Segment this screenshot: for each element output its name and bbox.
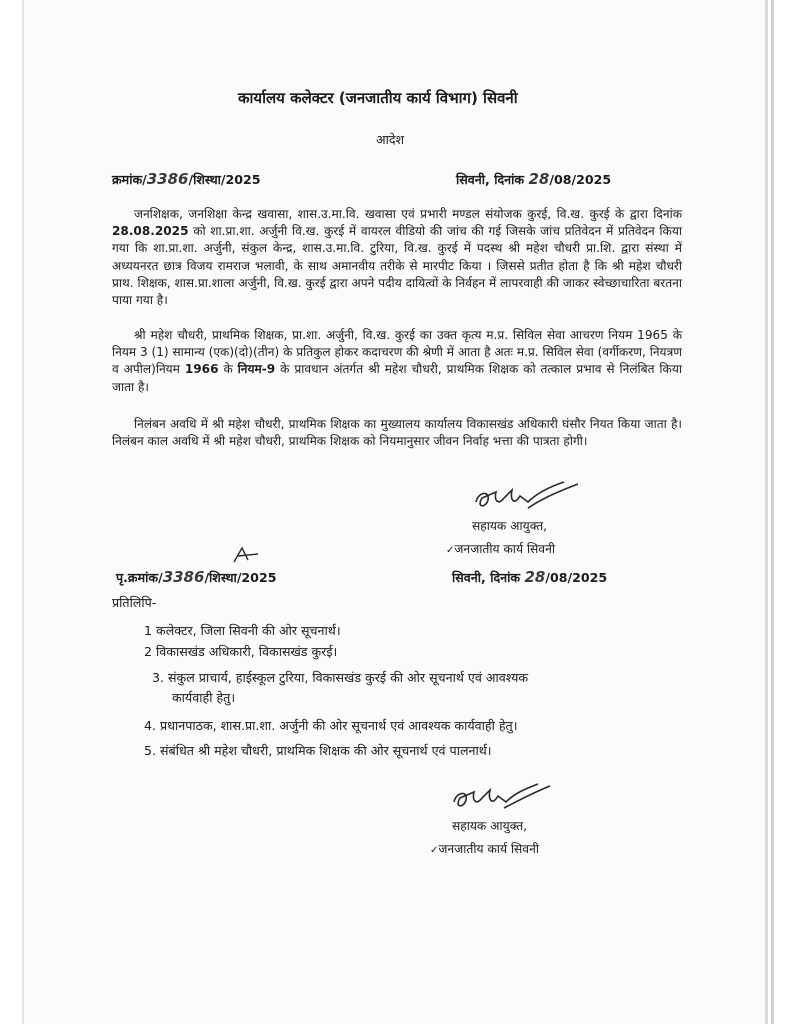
copy-to-item: [144, 622, 341, 639]
endorsement-number-handwritten: 3386: [162, 568, 205, 586]
page-edge: [771, 0, 774, 1024]
copy-to-item: [144, 643, 337, 660]
para3-text: निलंबन अवधि में श्री महेश चौधरी, प्राथमिक शिक्षक का मुख्यालय कार्यालय विकासखंड अधिकारी घंसौर नियत किया जाता है। निलंबन काल अवधि में श्री महेश चौधरी, प्राथमिक शिक्षक को नियमानुसार जीवन निर्वाह भत्ता की पात्रता होगी।: [112, 417, 682, 449]
order-date-prefix: सिवनी, दिनांक: [456, 172, 525, 187]
order-number: [112, 170, 261, 188]
endorsement-number-suffix: /शिस्था/2025: [204, 570, 277, 585]
copy-to-item-number: 4.: [144, 718, 157, 733]
signature-2-department: ✓जनजातीय कार्य सिवनी: [430, 842, 539, 856]
order-number-prefix: क्रमांक/: [112, 172, 147, 187]
copy-to-item-text: संकुल प्राचार्य, हाईस्कूल टुरिया, विकासखंड कुरई की ओर सूचनार्थ एवं आवश्यक: [168, 670, 529, 685]
endorsement-number-prefix: पृ.क्रमांक/: [116, 570, 163, 585]
signature-2-image: [446, 778, 566, 818]
signature-1-designation: सहायक आयुक्त,: [472, 519, 548, 533]
para1-start: जनशिक्षक, जनशिक्षा केन्द्र खवासा, शास.उ.मा.वि. खवासा एवं प्रभारी मण्डल संयोजक कुरई, वि.ख. कुरई के द्वारा दिनांक: [134, 207, 682, 221]
copy-to-item: [144, 717, 518, 734]
copy-to-item-text: कलेक्टर, जिला सिवनी की ओर सूचनार्थ।: [156, 623, 341, 638]
para1-date: 28.08.2025: [112, 224, 189, 239]
endorsement-date-prefix: सिवनी, दिनांक: [452, 570, 521, 585]
order-number-suffix: /शिस्था/2025: [188, 172, 261, 187]
signature-1-department-text: जनजातीय कार्य सिवनी: [454, 542, 555, 556]
para2-mid: के: [218, 362, 238, 377]
document-page: [22, 0, 768, 1024]
endorsement-date-handwritten: 28: [524, 568, 546, 586]
copy-to-item: [144, 742, 492, 759]
para2-end: के प्रावधान अंतर्गत श्री महेश चौधरी, प्राथमिक शिक्षक को तत्काल प्रभाव से निलंबित किया जाता है।: [112, 362, 682, 394]
para2-year: 1966: [184, 362, 219, 377]
endorsement-date: [452, 568, 607, 586]
copy-to-item-number: 2: [144, 644, 153, 659]
copy-to-item-text: विकासखंड अधिकारी, विकासखंड कुरई।: [156, 644, 338, 659]
order-date-handwritten: 28: [528, 170, 550, 188]
signature-2-designation: सहायक आयुक्त,: [452, 819, 528, 833]
order-date-suffix: /08/2025: [549, 172, 612, 187]
para1-end: को शा.प्रा.शा. अर्जुनी वि.ख. कुरई में वायरल वीडियो की जांच की गई जिसके जांच प्रतिवेदन में प्रतिवेदन किया गया कि शा.प्रा.शा. अर्जुनी, संकुल केन्द्र, शास.उ.मा.वि. टुरिया, वि.ख. कुरई में पदस्थ श्री महेश चौधरी प्रा.शि. द्वारा संस्था में अध्ययनरत छात्र विजय रामराज भलावी, के साथ अमानवीय तरीके से मारपीट किया । जिससे प्रतीत होता है कि श्री महेश चौधरी प्राथ. शिक्षक, शास.प्रा.शाला अर्जुनी, वि.ख. कुरई द्वारा अपने पदीय दायित्वों के निर्वहन में लापरवाही की जाकर स्वेच्छाचारिता बरतना पाया गया है।: [112, 224, 682, 308]
copy-to-item-continuation: कार्यवाही हेतु।: [172, 690, 236, 705]
handwritten-mark: [230, 544, 262, 566]
order-title: आदेश: [376, 132, 405, 147]
copy-to-item-text: प्रधानपाठक, शास.प्रा.शा. अर्जुनी की ओर सूचनार्थ एवं आवश्यक कार्यवाही हेतु।: [160, 718, 518, 733]
para2-start: श्री महेश चौधरी, प्राथमिक शिक्षक, प्रा.शा. अर्जुनी, वि.ख. कुरई का उक्त कृत्य म.प्र. सिविल सेवा आचरण नियम 1965 के नियम 3 (1) सामान्य (एक)(दो)(तीन) के प्रतिकुल होकर कदाचरण की श्रेणी में आता है अतः म.प्र. सिविल सेवा (वर्गीकरण, नियत्रण व अपील)नियम: [112, 328, 682, 377]
order-date: [456, 170, 611, 188]
body-paragraph-1: [112, 206, 682, 309]
signature-1-image: [468, 478, 588, 520]
body-paragraph-2: [112, 327, 682, 396]
para2-rule: नियम-9: [237, 362, 276, 377]
endorsement-date-suffix: /08/2025: [545, 570, 608, 585]
signature-2-department-text: जनजातीय कार्य सिवनी: [438, 842, 539, 856]
endorsement-number: [116, 568, 276, 586]
copy-to-item-number: 5.: [144, 743, 157, 758]
copy-to-item-text: संबंधित श्री महेश चौधरी, प्राथमिक शिक्षक की ओर सूचनार्थ एवं पालनार्थ।: [160, 743, 492, 758]
copy-to-item-number: 1: [144, 623, 153, 638]
order-number-handwritten: 3386: [146, 170, 189, 188]
copy-to-item-number: 3.: [152, 670, 165, 685]
office-title: कार्यालय कलेक्टर (जनजातीय कार्य विभाग) सिवनी: [238, 89, 518, 107]
signature-1-department: ✓जनजातीय कार्य सिवनी: [446, 542, 555, 556]
copy-to-item: [152, 669, 528, 686]
copy-to-label: प्रतिलिपि-: [112, 595, 157, 610]
body-paragraph-3: [112, 416, 682, 450]
